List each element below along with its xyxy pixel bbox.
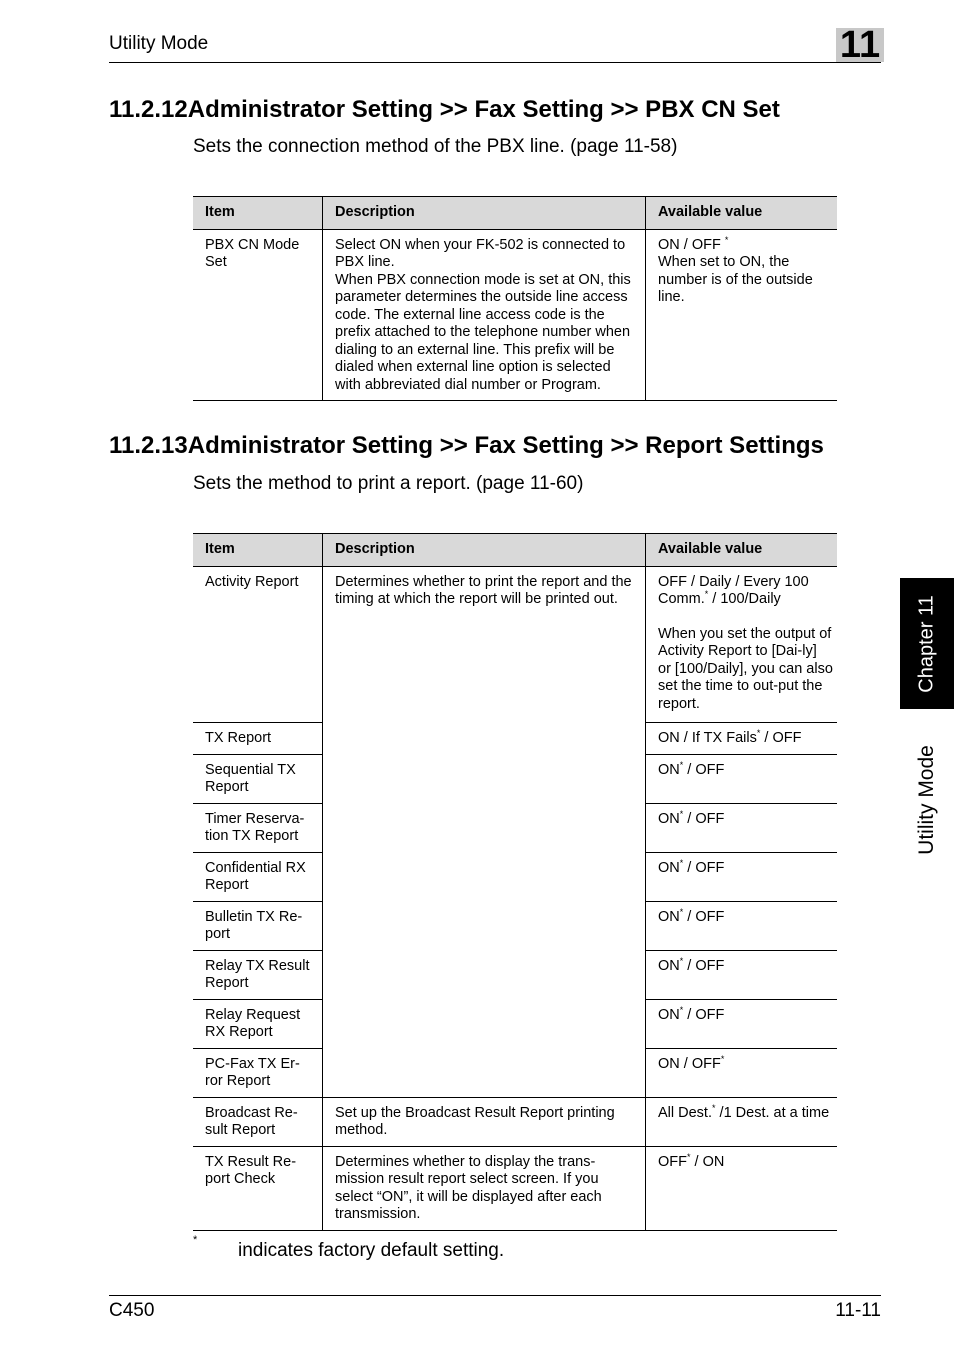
value-cell	[646, 1146, 838, 1230]
description-line: Select ON when your FK-502 is connected to PBX line.	[335, 236, 626, 270]
value-cell	[646, 566, 838, 722]
footer-model: C450	[109, 1300, 155, 1321]
default-marker: *	[756, 727, 761, 738]
value-text: / OFF	[760, 729, 802, 746]
value-text: / ON	[690, 1153, 725, 1170]
description-cell	[323, 229, 646, 401]
item-cell: PBX CN Mode Set	[193, 229, 323, 401]
column-header-item: Item	[193, 197, 323, 230]
value-cell	[646, 229, 838, 401]
pbx-settings-table	[193, 196, 837, 401]
table-row	[193, 1146, 837, 1230]
footnote-text: indicates factory default setting.	[238, 1240, 505, 1261]
default-marker: *	[679, 955, 684, 966]
value-text: ON	[658, 957, 680, 974]
value-text: / OFF	[683, 859, 725, 876]
section-heading-pbx-cn-set: 11.2.12Administrator Setting >> Fax Setting >> PBX CN Set	[109, 96, 780, 123]
footer-page-number: 11-11	[835, 1300, 881, 1321]
value-text: ON	[658, 810, 680, 827]
header-rule	[109, 62, 881, 63]
value-text: / OFF	[683, 1006, 725, 1023]
item-cell: Relay Request RX Report	[193, 999, 323, 1048]
value-text: ON	[658, 859, 680, 876]
value-cell	[646, 754, 838, 803]
value-cell	[646, 1048, 838, 1097]
report-settings-table	[193, 533, 837, 1231]
description-cell: Determines whether to display the trans-mission result report select screen. If you select “ON”, it will be displayed after each transmission.	[323, 1146, 646, 1230]
column-header-item: Item	[193, 534, 323, 567]
value-text: / OFF	[683, 761, 725, 778]
default-marker: *	[679, 1004, 684, 1015]
table-row	[193, 1097, 837, 1146]
footer-rule	[109, 1295, 881, 1296]
column-header-available-value: Available value	[646, 197, 838, 230]
default-marker: *	[712, 1102, 716, 1113]
item-cell: Relay TX Result Report	[193, 950, 323, 999]
column-header-description: Description	[323, 197, 646, 230]
value-text: ON	[658, 761, 680, 778]
table-header-row	[193, 197, 837, 230]
item-cell: Broadcast Re-sult Report	[193, 1097, 323, 1146]
value-text: ON / OFF	[658, 236, 721, 253]
value-text: / OFF	[683, 908, 725, 925]
default-marker: *	[679, 857, 684, 868]
value-cell	[646, 1097, 838, 1146]
value-text: / OFF	[683, 957, 725, 974]
section-intro-pbx: Sets the connection method of the PBX line. (page 11-58)	[193, 136, 678, 157]
value-cell	[646, 852, 838, 901]
chapter-side-tab[interactable]	[900, 578, 954, 709]
default-marker: *	[687, 1151, 691, 1162]
table-row	[193, 229, 837, 401]
default-marker: *	[704, 589, 709, 600]
value-text: OFF	[658, 1153, 687, 1170]
description-line: When PBX connection mode is set at ON, this parameter determines the outside line access code. The external line access code is the prefix attached to the telephone number when dialing to an external line. This prefix will be dialed when external line option is selected with abbreviated dial number or Program.	[335, 271, 631, 393]
value-note: When you set the output of Activity Report to [Dai-ly] or [100/Daily], you can also set the time to out-put the report.	[658, 625, 833, 712]
item-cell: PC-Fax TX Er-ror Report	[193, 1048, 323, 1097]
description-cell: Set up the Broadcast Result Report printing method.	[323, 1097, 646, 1146]
value-cell	[646, 722, 838, 754]
section-heading-report-settings: 11.2.13Administrator Setting >> Fax Setting >> Report Settings	[109, 432, 824, 459]
running-header-title: Utility Mode	[109, 33, 209, 54]
item-cell: Confidential RX Report	[193, 852, 323, 901]
chapter-number-badge: 11	[836, 28, 884, 62]
value-text: / OFF	[683, 810, 725, 827]
column-header-description: Description	[323, 534, 646, 567]
mode-label-text: Utility Mode	[915, 745, 938, 855]
value-note: When set to ON, the number is of the outside line.	[658, 254, 813, 305]
value-text: ON / OFF	[658, 1055, 721, 1072]
item-cell: Timer Reserva-tion TX Report	[193, 803, 323, 852]
default-marker: *	[720, 1053, 725, 1064]
description-cell: Determines whether to print the report and the timing at which the report will be printed out.	[323, 566, 646, 1097]
value-cell	[646, 950, 838, 999]
value-cell	[646, 999, 838, 1048]
default-marker: *	[679, 759, 684, 770]
section-intro-report: Sets the method to print a report. (page 11-60)	[193, 473, 584, 494]
item-cell: Sequential TX Report	[193, 754, 323, 803]
value-cell	[646, 901, 838, 950]
default-marker: *	[724, 234, 729, 245]
default-marker: *	[679, 808, 684, 819]
value-text: ON	[658, 908, 680, 925]
chapter-tab-label: Chapter 11	[915, 594, 938, 693]
item-cell: TX Result Re-port Check	[193, 1146, 323, 1230]
item-cell: Bulletin TX Re-port	[193, 901, 323, 950]
item-cell: Activity Report	[193, 566, 323, 722]
footnote-marker: *	[193, 1234, 198, 1246]
value-text: OFF / Daily / Every 100 Comm.	[658, 573, 809, 607]
value-cell	[646, 803, 838, 852]
value-text: ON / If TX Fails	[658, 729, 757, 746]
column-header-available-value: Available value	[646, 534, 838, 567]
value-text: ON	[658, 1006, 680, 1023]
table-row	[193, 566, 837, 722]
value-text: All Dest.	[658, 1104, 712, 1121]
utility-mode-side-label	[900, 730, 954, 870]
value-text: / 100/Daily	[708, 591, 781, 607]
item-cell: TX Report	[193, 722, 323, 754]
default-marker: *	[679, 906, 684, 917]
value-text: /1 Dest. at a time	[715, 1104, 830, 1121]
table-header-row	[193, 534, 837, 567]
